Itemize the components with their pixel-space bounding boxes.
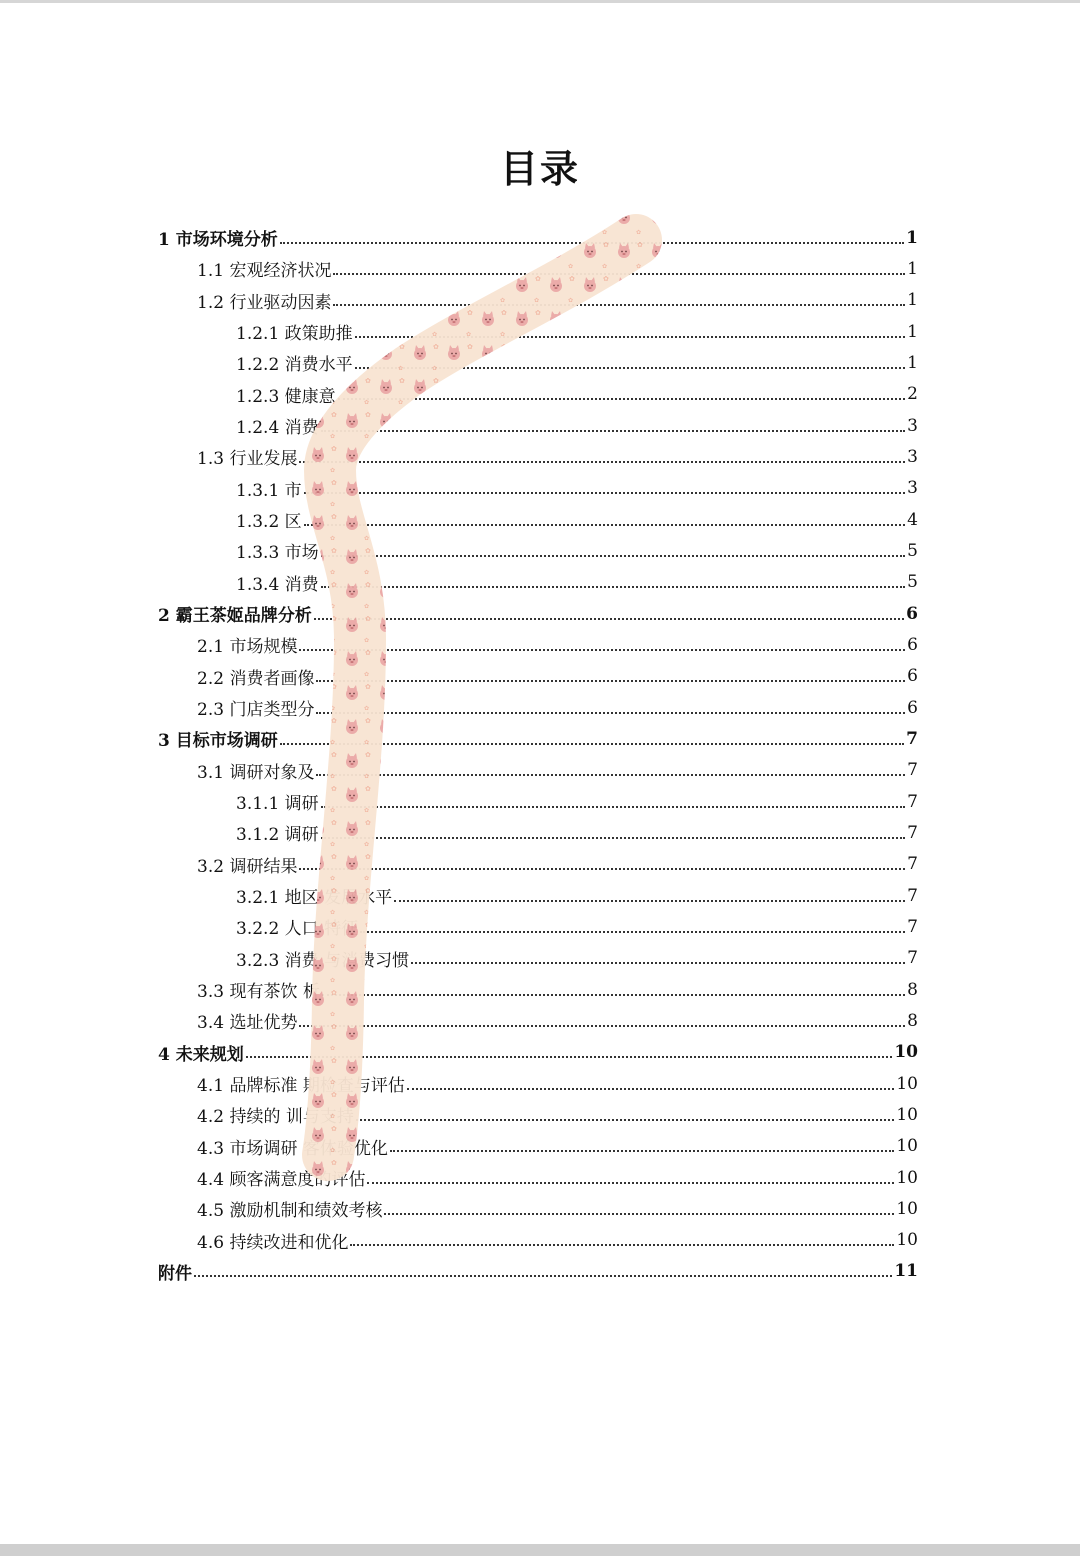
toc-entry-title: 3.4 选址优势 bbox=[197, 1013, 298, 1034]
toc-entry-title: 1.3 行业发展 bbox=[197, 449, 298, 470]
toc-page-number: 10 bbox=[896, 1230, 918, 1251]
toc-entry[interactable] bbox=[158, 1131, 918, 1162]
toc-entry[interactable] bbox=[158, 222, 918, 253]
toc-entry-title: 1 市场环境分析 bbox=[158, 230, 278, 251]
toc-page-number: 1 bbox=[907, 321, 918, 342]
toc-leader-dots bbox=[367, 1182, 894, 1184]
toc-entry[interactable] bbox=[158, 504, 918, 535]
toc-leader-dots bbox=[394, 900, 905, 902]
toc-page-number: 6 bbox=[907, 634, 918, 655]
toc-entry-title: 1.2.3 健康意 bbox=[236, 386, 336, 407]
toc-entry[interactable] bbox=[158, 567, 918, 598]
toc-entry-title: 3.1.2 调研 bbox=[236, 825, 319, 846]
toc-leader-dots bbox=[321, 430, 906, 432]
toc-entry[interactable] bbox=[158, 316, 918, 347]
toc-entry-title: 3.2.2 人口 特征 bbox=[236, 919, 359, 940]
toc-entry[interactable] bbox=[158, 441, 918, 472]
toc-entry[interactable] bbox=[158, 379, 918, 410]
toc-entry[interactable] bbox=[158, 943, 918, 974]
toc-entry-title: 3.2.3 消费 与消费习惯 bbox=[236, 950, 410, 971]
toc-leader-dots bbox=[299, 1025, 905, 1027]
toc-page-number: 7 bbox=[907, 760, 918, 781]
toc-entry-title: 4.6 持续改进和优化 bbox=[197, 1232, 349, 1253]
toc-leader-dots bbox=[384, 1213, 894, 1215]
toc-leader-dots bbox=[299, 868, 905, 870]
toc-leader-dots bbox=[299, 649, 905, 651]
toc-page-number: 10 bbox=[896, 1073, 918, 1094]
toc-page-number: 7 bbox=[906, 728, 918, 749]
toc-page-number: 7 bbox=[907, 916, 918, 937]
toc-entry-title: 3 目标市场调研 bbox=[158, 731, 278, 752]
toc-entry[interactable] bbox=[158, 974, 918, 1005]
toc-entry-title: 1.3.3 市场 bbox=[236, 543, 319, 564]
toc-entry-title: 4.3 市场调研 客体验优化 bbox=[197, 1138, 388, 1159]
toc-entry-title: 2.2 消费者画像 bbox=[197, 668, 315, 689]
toc-page-number: 1 bbox=[907, 290, 918, 311]
toc-page-number: 7 bbox=[907, 791, 918, 812]
toc-page-number: 1 bbox=[906, 227, 918, 248]
toc-leader-dots bbox=[316, 680, 905, 682]
toc-entry-title: 3.2.1 地区 发展水平 bbox=[236, 888, 393, 909]
toc-leader-dots bbox=[407, 1088, 895, 1090]
toc-page-number: 10 bbox=[896, 1198, 918, 1219]
toc-leader-dots bbox=[333, 304, 905, 306]
toc-leader-dots bbox=[316, 712, 905, 714]
toc-leader-dots bbox=[322, 994, 905, 996]
toc-leader-dots bbox=[321, 555, 906, 557]
toc-leader-dots bbox=[360, 931, 905, 933]
toc-page-number: 4 bbox=[907, 509, 918, 530]
toc-entry-title: 1.3.2 区 bbox=[236, 512, 302, 533]
toc-leader-dots bbox=[280, 242, 904, 244]
toc-page-number: 6 bbox=[906, 603, 918, 624]
toc-leader-dots bbox=[304, 492, 906, 494]
page-title: 目录 bbox=[499, 146, 580, 191]
toc-entry[interactable] bbox=[158, 880, 918, 911]
toc-entry-title: 4.2 持续的 训与支持 bbox=[197, 1107, 354, 1128]
toc-leader-dots bbox=[355, 367, 906, 369]
toc-leader-dots bbox=[390, 1150, 895, 1152]
toc-entry[interactable] bbox=[158, 285, 918, 316]
toc-entry-title: 2.3 门店类型分 bbox=[197, 700, 315, 721]
toc-entry-title: 1.2.2 消费水平 bbox=[236, 355, 353, 376]
toc-entry-title: 1.3.4 消费 bbox=[236, 574, 319, 595]
toc-page-number: 7 bbox=[907, 854, 918, 875]
toc-leader-dots bbox=[321, 806, 906, 808]
toc-page-number: 1 bbox=[907, 352, 918, 373]
toc-leader-dots bbox=[333, 273, 905, 275]
toc-leader-dots bbox=[321, 837, 906, 839]
table-of-contents bbox=[158, 222, 918, 1287]
toc-entry[interactable] bbox=[158, 817, 918, 848]
toc-entry[interactable] bbox=[158, 661, 918, 692]
toc-entry[interactable] bbox=[158, 598, 918, 629]
toc-entry[interactable] bbox=[158, 253, 918, 284]
toc-entry[interactable] bbox=[158, 911, 918, 942]
toc-page-number: 7 bbox=[907, 822, 918, 843]
toc-entry-title: 4.5 激励机制和绩效考核 bbox=[197, 1201, 383, 1222]
toc-page-number: 10 bbox=[896, 1167, 918, 1188]
toc-leader-dots bbox=[304, 524, 906, 526]
toc-entry-title: 1.2.1 政策助推 bbox=[236, 324, 353, 345]
toc-leader-dots bbox=[280, 743, 904, 745]
toc-leader-dots bbox=[316, 774, 905, 776]
toc-entry[interactable] bbox=[158, 1256, 918, 1287]
toc-entry-title: 4.4 顾客满意度的评估 bbox=[197, 1170, 366, 1190]
toc-entry-title: 2 霸王茶姬品牌分析 bbox=[158, 606, 312, 627]
toc-entry-title: 4 未来规划 bbox=[158, 1044, 244, 1065]
toc-entry-title: 3.1.1 调研 bbox=[236, 794, 319, 815]
toc-entry[interactable] bbox=[158, 755, 918, 786]
toc-entry[interactable] bbox=[158, 1162, 918, 1193]
toc-entry-title: 附件 bbox=[158, 1263, 192, 1284]
toc-entry[interactable] bbox=[158, 1099, 918, 1130]
toc-page-number: 7 bbox=[907, 948, 918, 969]
toc-entry-title: 3.3 现有茶饮 析 bbox=[197, 982, 320, 1003]
toc-entry-title: 1.2.4 消费 bbox=[236, 418, 319, 439]
toc-leader-dots bbox=[356, 1119, 895, 1121]
toc-entry[interactable] bbox=[158, 535, 918, 566]
toc-entry[interactable] bbox=[158, 1037, 918, 1068]
toc-entry-title: 3.1 调研对象及 bbox=[197, 762, 315, 783]
toc-page-number: 10 bbox=[894, 1042, 918, 1063]
toc-leader-dots bbox=[321, 586, 906, 588]
toc-entry[interactable] bbox=[158, 1005, 918, 1036]
toc-page-number: 3 bbox=[907, 415, 918, 436]
toc-page-number: 10 bbox=[896, 1136, 918, 1157]
toc-page-number: 8 bbox=[907, 1010, 918, 1031]
toc-leader-dots bbox=[314, 618, 904, 620]
toc-entry-title: 1.1 宏观经济状况 bbox=[197, 261, 332, 282]
toc-leader-dots bbox=[338, 398, 906, 400]
toc-entry-title: 2.1 市场规模 bbox=[197, 637, 298, 658]
toc-leader-dots bbox=[299, 461, 905, 463]
toc-page-number: 5 bbox=[907, 572, 918, 593]
toc-entry[interactable] bbox=[158, 692, 918, 723]
toc-entry-title: 4.1 品牌标准 期检查与评估 bbox=[197, 1076, 405, 1097]
toc-page-number: 11 bbox=[894, 1261, 918, 1282]
toc-entry[interactable] bbox=[158, 347, 918, 378]
toc-page-number: 6 bbox=[907, 666, 918, 687]
toc-entry-title: 1.2 行业驱动因素 bbox=[197, 292, 332, 313]
toc-entry[interactable] bbox=[158, 723, 918, 754]
toc-entry[interactable] bbox=[158, 629, 918, 660]
toc-leader-dots bbox=[411, 962, 905, 964]
toc-page-number: 8 bbox=[907, 979, 918, 1000]
toc-leader-dots bbox=[350, 1244, 894, 1246]
bottom-border bbox=[0, 1544, 1080, 1556]
toc-entry-title: 1.3.1 市 bbox=[236, 480, 302, 501]
toc-entry[interactable] bbox=[158, 473, 918, 504]
toc-leader-dots bbox=[246, 1056, 893, 1058]
toc-entry[interactable] bbox=[158, 1225, 918, 1256]
toc-page-number: 3 bbox=[907, 478, 918, 499]
toc-entry-title: 3.2 调研结果 bbox=[197, 856, 298, 877]
toc-leader-dots bbox=[355, 336, 906, 338]
toc-page-number: 5 bbox=[907, 540, 918, 561]
toc-entry[interactable] bbox=[158, 786, 918, 817]
toc-entry[interactable] bbox=[158, 410, 918, 441]
toc-page-number: 1 bbox=[907, 258, 918, 279]
toc-page-number: 3 bbox=[907, 446, 918, 467]
toc-page-number: 10 bbox=[896, 1104, 918, 1125]
toc-entry[interactable] bbox=[158, 1193, 918, 1224]
toc-leader-dots bbox=[194, 1275, 892, 1277]
top-border bbox=[0, 0, 1080, 3]
toc-entry[interactable] bbox=[158, 1068, 918, 1099]
toc-page-number: 2 bbox=[907, 384, 918, 405]
toc-entry[interactable] bbox=[158, 849, 918, 880]
toc-page-number: 7 bbox=[907, 885, 918, 906]
toc-page-number: 6 bbox=[907, 697, 918, 718]
